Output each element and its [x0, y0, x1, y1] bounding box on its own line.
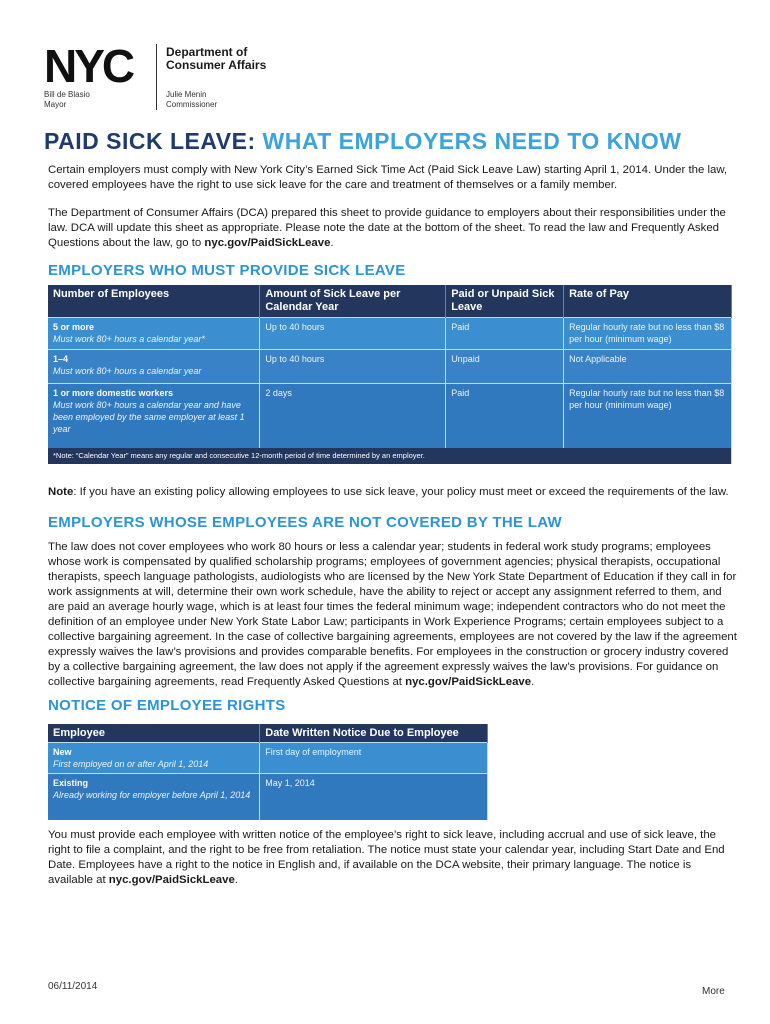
notice-text: You must provide each employee with written notice of the employee’s right to sick leave, including accrual and use of sick leave, the right to file a complaint, and the right to be free from retaliation. The notice must state your calendar year, including Start Date and End Date. Employees have a right to the notice in English and, if available on the DCA website, their primary language. The notice is available at [48, 829, 725, 886]
table-cell: 2 days [260, 384, 446, 448]
not-covered-text: The law does not cover employees who work 80 hours or less a calendar year; students in federal work study programs; employees whose work is compensated by qualified scholarship programs; employees of government agencies; physical therapists, occupational therapists, speech language pathologists, audiologists who are licensed by the New York State Department of Education if they call in for work assignments at will, determine their own work schedule, have the ability to reject or accept any assignment referred to them, and are paid an average hourly wage, which is at least four times the federal minimum wage; independent contractors who do not meet the definition of an employee under New York State Labor Law; participants in Work Experience Programs; certain employees subject to a collective bargaining agreement. In the case of collective bargaining agreements, employees are not covered by the law if the agreement expressly waives the law’s provisions and provides comparable benefits. For employees in the construction or grocery industry covered by a collective bargaining agreement, the law does not apply if the agreement expressly waives the law’s provisions. For guidance on collective bargaining agreements, read Frequently Asked Questions at [48, 541, 737, 688]
notice-link[interactable]: nyc.gov/PaidSickLeave [108, 874, 235, 886]
table-cell [48, 384, 260, 448]
table-cell: Paid [446, 384, 564, 448]
mayor-title: Mayor [44, 100, 67, 109]
footer-date: 06/11/2014 [48, 981, 98, 992]
note-paragraph [48, 485, 738, 500]
footer-more: More [702, 986, 725, 997]
table-row [48, 384, 732, 448]
nyc-logo-graphic [44, 44, 146, 88]
department-line-2: Consumer Affairs [166, 58, 267, 72]
commissioner-block [166, 90, 217, 110]
page-title [44, 128, 682, 155]
intro-link[interactable]: nyc.gov/PaidSickLeave [204, 237, 331, 249]
intro-paragraph-1: Certain employers must comply with New York City’s Earned Sick Time Act (Paid Sick Leave Law) starting April 1, 2014. Under the law, covered employees have the right to use sick leave for the care and treatment of themselves or a family member. [48, 164, 728, 191]
note-label: Note [48, 486, 74, 498]
table-footnote: *Note: “Calendar Year” means any regular and consecutive 12-month period of time determined by an employer. [48, 448, 732, 464]
table-cell: First day of employment [260, 743, 488, 774]
not-covered-paragraph [48, 540, 738, 690]
notice-paragraph [48, 828, 738, 888]
table-cell: May 1, 2014 [260, 774, 488, 820]
table-cell: Paid [446, 318, 564, 350]
table-row [48, 350, 732, 384]
mayor-name: Bill de Blasio [44, 90, 90, 99]
section-heading-employers-who-must: EMPLOYERS WHO MUST PROVIDE SICK LEAVE [48, 262, 406, 279]
table-row [48, 743, 488, 774]
intro-paragraph-2-end: . [330, 237, 334, 249]
nyc-logo [44, 44, 146, 88]
faq-link[interactable]: nyc.gov/PaidSickLeave [405, 676, 532, 688]
table-cell [48, 318, 260, 350]
table-row [48, 774, 488, 820]
column-header: Employee [48, 724, 260, 743]
employees-value: 1 or more domestic workers [53, 388, 174, 398]
intro-paragraph-2 [48, 206, 738, 251]
column-header: Paid or Unpaid Sick Leave [446, 285, 564, 318]
column-header: Date Written Notice Due to Employee [260, 724, 488, 743]
employees-note: Must work 80+ hours a calendar year* [53, 334, 205, 344]
table-footnote-row [48, 448, 732, 464]
table-cell: Up to 40 hours [260, 318, 446, 350]
commissioner-name: Julie Menin [166, 90, 207, 99]
table-header-row [48, 724, 488, 743]
commissioner-title: Commissioner [166, 100, 218, 109]
table-cell: Regular hourly rate but no less than $8 per hour (minimum wage) [564, 384, 732, 448]
column-header: Number of Employees [48, 285, 260, 318]
column-header: Amount of Sick Leave per Calendar Year [260, 285, 446, 318]
mayor-block [44, 90, 90, 110]
department-name [166, 46, 306, 72]
employee-value: Existing [53, 778, 89, 788]
table-cell: Regular hourly rate but no less than $8 per hour (minimum wage) [564, 318, 732, 350]
notice-table [48, 724, 488, 820]
table-cell [48, 350, 260, 384]
table-cell: Unpaid [446, 350, 564, 384]
employee-value: New [53, 747, 72, 757]
section-heading-not-covered: EMPLOYERS WHOSE EMPLOYEES ARE NOT COVERED BY THE LAW [48, 514, 562, 531]
not-covered-end: . [531, 676, 535, 688]
title-part-2: WHAT EMPLOYERS NEED TO KNOW [262, 128, 682, 154]
table-cell [48, 743, 260, 774]
employees-value: 1–4 [53, 354, 69, 364]
employee-note: First employed on or after April 1, 2014 [53, 759, 209, 769]
sick-leave-table [48, 285, 732, 464]
header-divider [156, 44, 157, 110]
table-row [48, 318, 732, 350]
title-part-1: PAID SICK LEAVE: [44, 128, 256, 154]
employee-note: Already working for employer before April 1, 2014 [53, 790, 251, 800]
table-cell [48, 774, 260, 820]
svg-text:NYC: NYC [44, 44, 133, 88]
intro-paragraph-2-text: The Department of Consumer Affairs (DCA) prepared this sheet to provide guidance to employers about their responsibilities under the law. DCA will update this sheet as appropriate. Please note the date at the bottom of the sheet. To read the law and Frequently Asked Questions about the law, go to [48, 207, 726, 249]
table-header-row [48, 285, 732, 318]
note-text: : If you have an existing policy allowing employees to use sick leave, your policy must meet or exceed the requirements of the law. [73, 486, 729, 498]
employees-note: Must work 80+ hours a calendar year and have been employed by the same employer at least 1 year [53, 400, 245, 434]
employees-value: 5 or more [53, 322, 95, 332]
department-line-1: Department of [166, 45, 248, 59]
section-heading-notice: NOTICE OF EMPLOYEE RIGHTS [48, 697, 286, 714]
employees-note: Must work 80+ hours a calendar year [53, 366, 202, 376]
notice-end: . [234, 874, 238, 886]
table-cell: Up to 40 hours [260, 350, 446, 384]
column-header: Rate of Pay [564, 285, 732, 318]
table-cell: Not Applicable [564, 350, 732, 384]
